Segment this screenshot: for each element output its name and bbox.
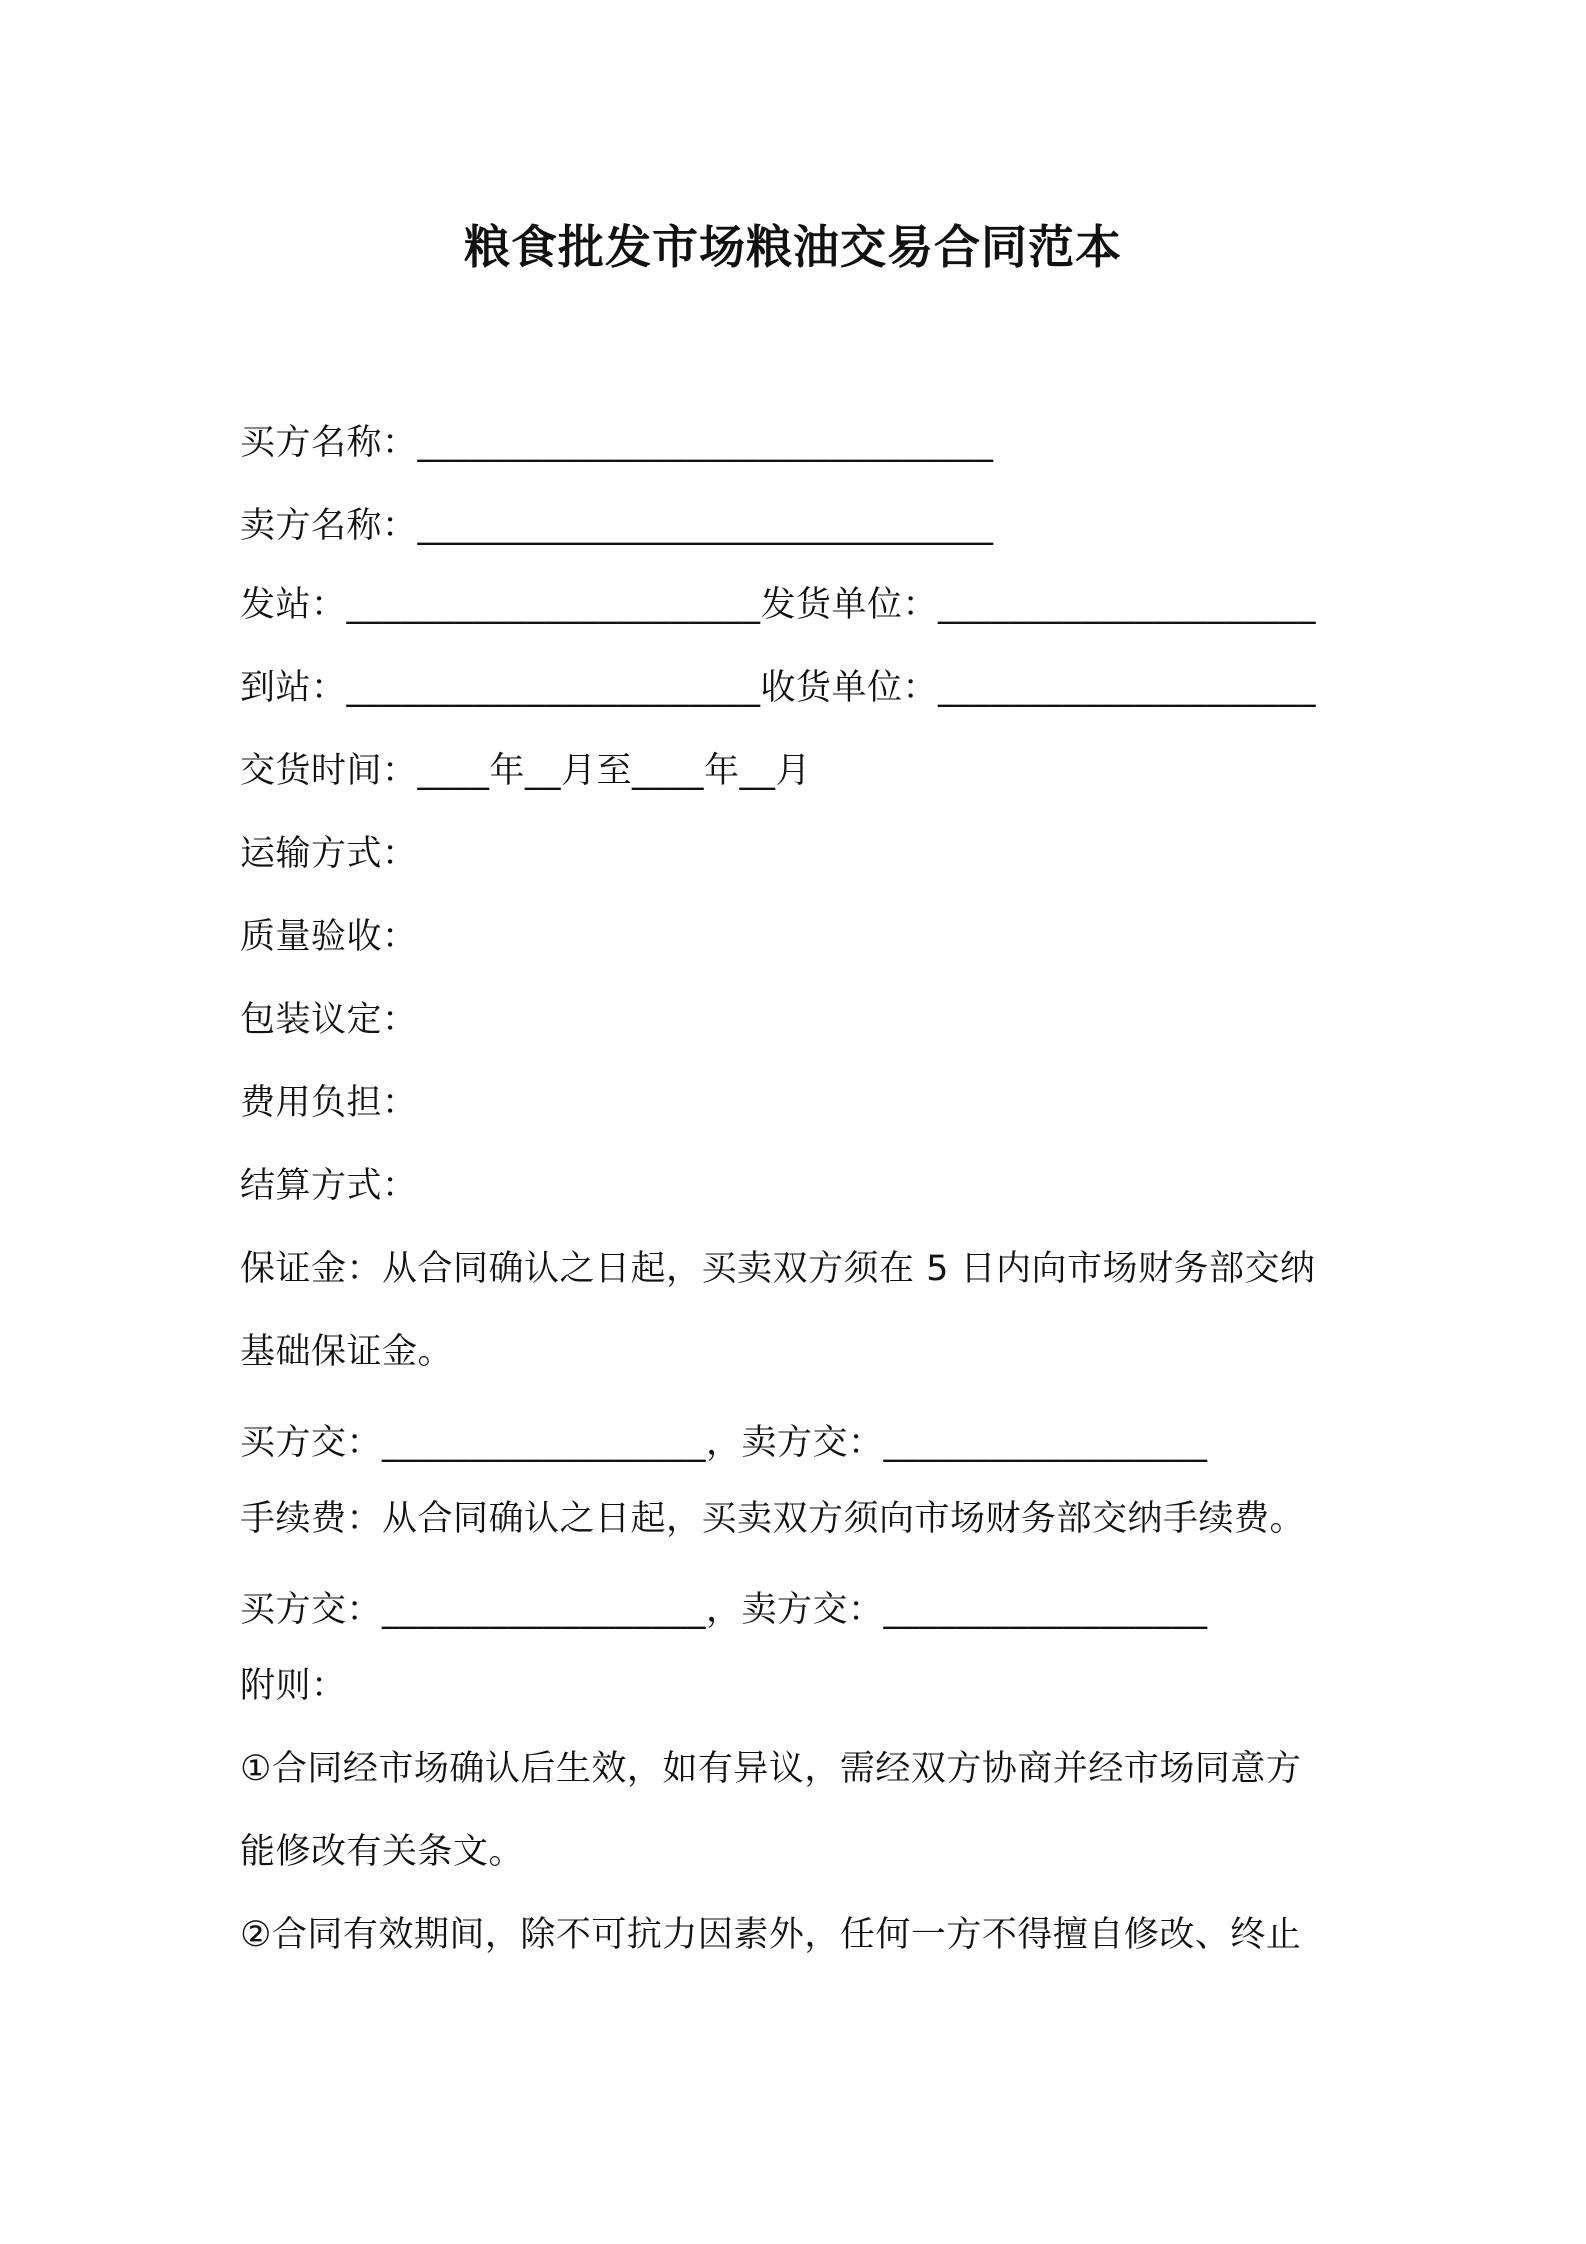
document-title: 粮食批发市场粮油交易合同范本	[464, 220, 1122, 274]
transport-method-line: 运输方式：	[240, 834, 418, 874]
deposit-paragraph-line-1: 保证金：从合同确认之日起，买卖双方须在 5 日内向市场财务部交纳	[240, 1249, 1316, 1289]
appendix-heading: 附则：	[240, 1666, 347, 1706]
fee-payment-line: 买方交：__________________，卖方交：__________________	[240, 1590, 1208, 1630]
settlement-method-line: 结算方式：	[240, 1166, 418, 1206]
delivery-time-line: 交货时间：____年__月至____年__月	[240, 751, 812, 791]
deposit-paragraph-line-2: 基础保证金。	[240, 1332, 454, 1372]
arrival-station-line: 到站：_______________________收货单位：_____________________	[240, 668, 1317, 708]
appendix-clause-2-line-1: ②合同有效期间，除不可抗力因素外，任何一方不得擅自修改、终止	[240, 1915, 1302, 1955]
cost-burden-line: 费用负担：	[240, 1083, 418, 1123]
appendix-clause-1-line-1: ①合同经市场确认后生效，如有异议，需经双方协商并经市场同意方	[240, 1749, 1302, 1789]
appendix-clause-1-line-2: 能修改有关条文。	[240, 1832, 525, 1872]
buyer-name-line: 买方名称：________________________________	[240, 423, 994, 463]
packaging-line: 包装议定：	[240, 1000, 418, 1040]
deposit-payment-line: 买方交：__________________，卖方交：__________________	[240, 1423, 1208, 1463]
fee-paragraph-line: 手续费：从合同确认之日起，买卖双方须向市场财务部交纳手续费。	[240, 1499, 1306, 1539]
departure-station-line: 发站：_______________________发货单位：_____________________	[240, 585, 1317, 625]
seller-name-line: 卖方名称：________________________________	[240, 506, 994, 546]
quality-acceptance-line: 质量验收：	[240, 917, 418, 957]
